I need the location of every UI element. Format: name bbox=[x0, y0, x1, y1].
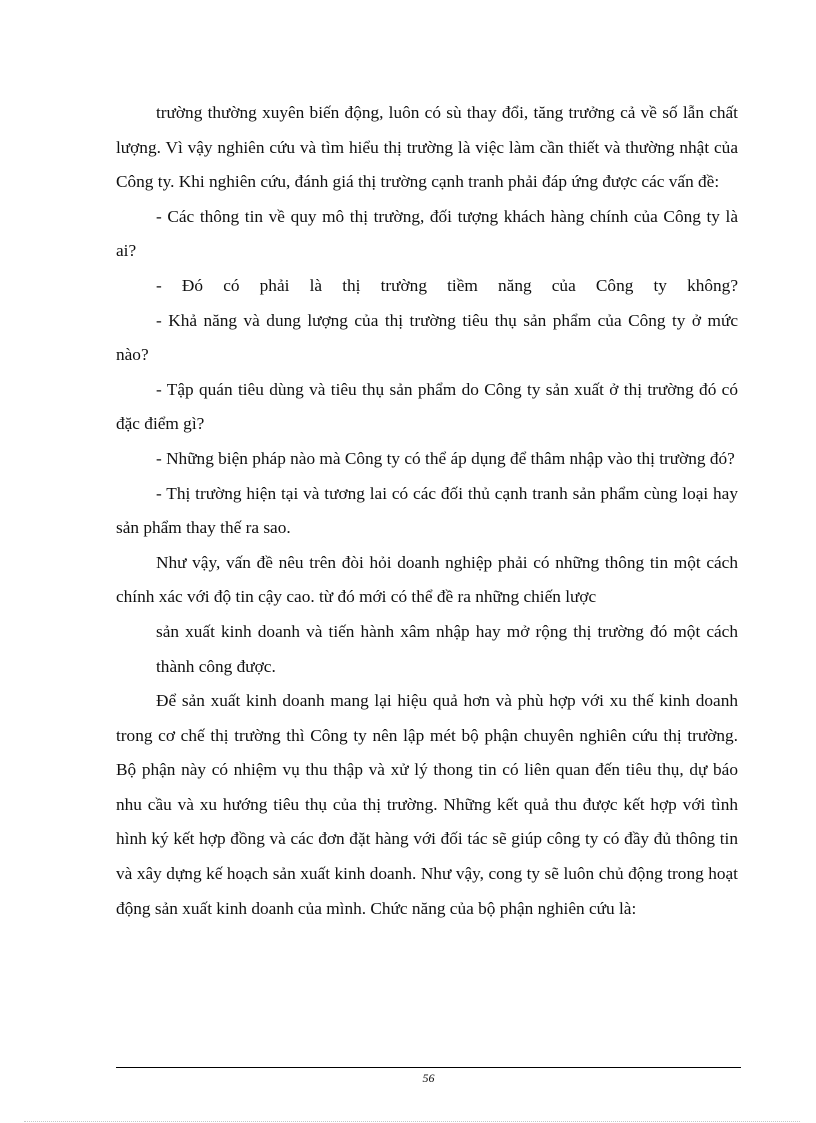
bullet-market-scale: - Các thông tin về quy mô thị trường, đối tượng khách hàng chính của Công ty là ai? bbox=[116, 206, 738, 261]
paragraph-information-needs: Như vậy, vấn đề nêu trên đòi hỏi doanh nghiệp phải có những thông tin một cách chính xác với độ tin cậy cao. từ đó mới có thể đề ra những chiến lược bbox=[116, 552, 738, 607]
body-text bbox=[116, 96, 738, 926]
footer-divider bbox=[116, 1067, 741, 1068]
paragraph-research-department: Để sản xuất kinh doanh mang lại hiệu quả hơn và phù hợp với xu thế kinh doanh trong cơ chế thị trường thì Công ty nên lập mét bộ phận chuyên nghiên cứu thị trường. Bộ phận này có nhiệm vụ thu thập và xử lý thong tin có liên quan đến tiêu thụ, dự báo nhu cầu và xu hướng tiêu thụ của thị trường. Những kết quả thu được kết hợp với tình hình ký kết hợp đồng và các đơn đặt hàng với đối tác sẽ giúp công ty có đầy đủ thông tin và xây dựng kế hoạch sản xuất kinh doanh. Như vậy, cong ty sẽ luôn chủ động trong hoạt động sản xuất kinh doanh của mình. Chức năng của bộ phận nghiên cứu là: bbox=[116, 691, 738, 918]
page-edge-divider bbox=[24, 1121, 800, 1122]
bullet-market-capacity: - Khả năng và dung lượng của thị trường tiêu thụ sản phẩm của Công ty ở mức nào? bbox=[116, 310, 738, 365]
paragraph-market-intro: trường thường xuyên biến động, luôn có sù thay đổi, tăng trưởng cả về số lẫn chất lượng. Vì vậy nghiên cứu và tìm hiểu thị trường là việc làm cần thiết và thường nhật của Công ty. Khi nghiên cứu, đánh giá thị trường cạnh tranh phải đáp ứng được các vấn đề: bbox=[116, 103, 738, 192]
paragraph-strategy: sản xuất kinh doanh và tiến hành xâm nhập hay mở rộng thị trường đó một cách thành công được. bbox=[156, 621, 738, 676]
bullet-consumer-habits: - Tập quán tiêu dùng và tiêu thụ sản phẩm do Công ty sản xuất ở thị trường đó có đặc điểm gì? bbox=[116, 379, 738, 434]
bullet-entry-measures: - Những biện pháp nào mà Công ty có thể áp dụng để thâm nhập vào thị trường đó? bbox=[156, 448, 735, 468]
bullet-competitors: - Thị trường hiện tại và tương lai có các đối thủ cạnh tranh sản phẩm cùng loại hay sản phẩm thay thế ra sao. bbox=[116, 483, 738, 538]
bullet-potential-market: - Đó có phải là thị trường tiềm năng của Công ty không? bbox=[156, 275, 738, 295]
page-number: 56 bbox=[422, 1071, 435, 1085]
